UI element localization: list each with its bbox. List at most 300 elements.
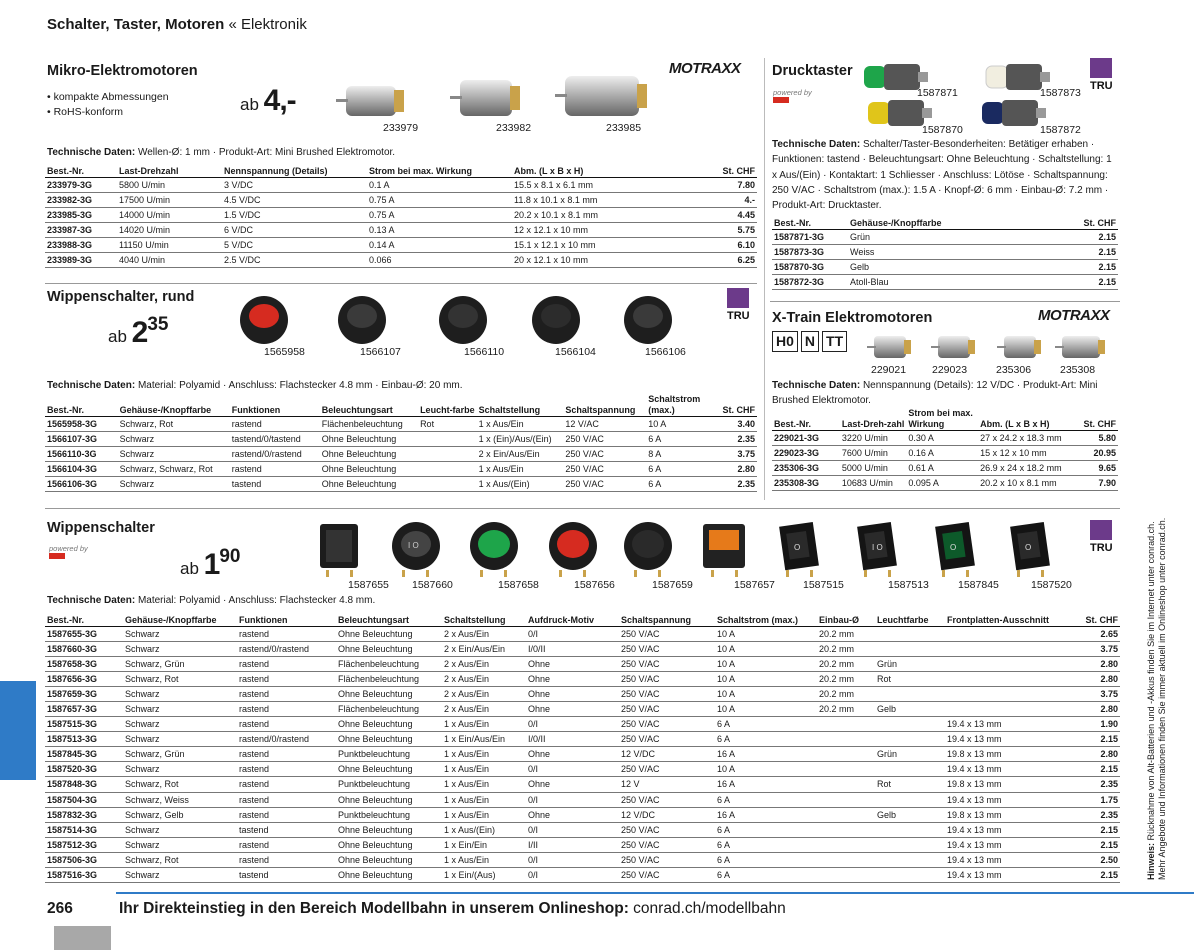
table-row xyxy=(45,432,757,447)
table-row xyxy=(45,447,757,462)
table-cell: 229021-3G xyxy=(772,431,840,446)
table-cell: 14000 U/min xyxy=(117,207,222,222)
table-cell: 6 A xyxy=(646,432,714,447)
table-cell: 5.75 xyxy=(712,222,757,237)
side-note-line1 xyxy=(1146,518,1157,880)
column-header: Last-Dreh-zahl xyxy=(840,408,907,431)
price-prefix: ab xyxy=(240,95,259,114)
table-row xyxy=(45,477,757,492)
table-cell: 2 x Ein/Aus/Ein xyxy=(442,641,526,656)
price-value: 2 xyxy=(131,316,148,349)
tech-label: Technische Daten: xyxy=(772,380,861,391)
table-cell: Schwarz, Rot xyxy=(123,671,237,686)
price-prefix: ab xyxy=(180,559,199,578)
table-cell xyxy=(875,641,945,656)
table-cell: 1566107-3G xyxy=(45,432,118,447)
wipp-img-label: 1587655 xyxy=(348,579,389,591)
footer-link[interactable]: conrad.ch/modellbahn xyxy=(633,900,786,917)
wipp-img-label: 1587659 xyxy=(652,579,693,591)
tech-label: Technische Daten: xyxy=(47,595,136,606)
table-cell: 20.2 mm xyxy=(817,626,875,641)
side-note-line2: Mehr Angebote und Informationen finden Sie immer aktuell im Onlineshop unter conrad.ch. xyxy=(1157,517,1167,880)
table-cell: 1587873-3G xyxy=(772,244,848,259)
table-cell: 12 V/AC xyxy=(563,417,646,432)
table-cell: Schwarz, Gelb xyxy=(123,807,237,822)
table-row xyxy=(45,732,1120,747)
table-cell: 250 V/AC xyxy=(563,477,646,492)
bullet-text: kompakte Abmessungen xyxy=(53,91,169,103)
svg-text:TRU: TRU xyxy=(1090,80,1113,92)
wipprund-img-label-3: 1566110 xyxy=(464,346,505,358)
table-cell: 0.066 xyxy=(367,252,512,267)
table-cell: 1566110-3G xyxy=(45,447,118,462)
table-cell xyxy=(817,822,875,837)
xtrain-img-label-2: 229023 xyxy=(932,364,968,376)
table-row xyxy=(45,671,1120,686)
table-cell: 250 V/AC xyxy=(619,837,715,852)
table-cell: 2.50 xyxy=(1073,852,1120,867)
table-cell: Schwarz xyxy=(123,641,237,656)
table-cell: 6 V/DC xyxy=(222,222,367,237)
table-cell: 1.75 xyxy=(1073,792,1120,807)
table-cell: 1587871-3G xyxy=(772,229,848,244)
table-cell: 2.15 xyxy=(1073,837,1120,852)
table-cell: 2.80 xyxy=(1073,671,1120,686)
table-row xyxy=(45,192,757,207)
price-prefix: ab xyxy=(108,327,127,346)
table-cell xyxy=(875,762,945,777)
table-cell: 17500 U/min xyxy=(117,192,222,207)
table-row xyxy=(45,717,1120,732)
price-cents: 90 xyxy=(219,546,241,567)
table-cell: 250 V/AC xyxy=(619,792,715,807)
column-header: Aufdruck-Motiv xyxy=(526,610,619,626)
wipprund-img-label-5: 1566106 xyxy=(645,346,686,358)
column-header: Best.-Nr. xyxy=(772,213,848,229)
page-number: 266 xyxy=(47,900,73,917)
table-cell xyxy=(817,792,875,807)
table-cell: rastend/0/rastend xyxy=(237,641,336,656)
table-cell: 16 A xyxy=(715,747,817,762)
scale-chip-n: N xyxy=(801,331,819,352)
table-cell: 20.2 mm xyxy=(817,671,875,686)
wipp-price xyxy=(180,548,240,582)
table-cell: 1 x Ein/(Aus) xyxy=(442,868,526,883)
table-cell: 1 x Aus/(Ein) xyxy=(477,477,564,492)
table-cell: Atoll-Blau xyxy=(848,274,1073,289)
price-value: 1 xyxy=(203,548,220,581)
table-cell: 19.8 x 13 mm xyxy=(945,807,1073,822)
table-cell: Schwarz xyxy=(123,868,237,883)
table-cell: 2 x Aus/Ein xyxy=(442,671,526,686)
rocker-switch-icon xyxy=(772,518,828,578)
table-cell: rastend xyxy=(237,777,336,792)
column-header: Schaltspannung xyxy=(619,610,715,626)
xtrain-table xyxy=(772,408,1118,491)
table-cell: 20.2 mm xyxy=(817,686,875,701)
tech-text: Schalter/Taster-Besonderheiten: Betätiger erhaben · Funktionen: tastend · Beleuchtungsart: Ohne Beleuchtung · Schaltstellung: 1 x Aus/(Ein) · Kontaktart: 1 Schliesser · Anschluss: Lötöse · Schaltspannung: 250 V/AC · Schaltstrom (max.): 1.5 A · Knopf-Ø: 6 mm · Einbau-Ø: 7.2 mm · Produkt-Art: Drucktaster. xyxy=(772,139,1112,212)
table-cell xyxy=(945,641,1073,656)
table-cell: Grün xyxy=(875,747,945,762)
table-cell: 20.2 mm xyxy=(817,656,875,671)
table-cell: 12 V xyxy=(619,777,715,792)
table-cell: 1587832-3G xyxy=(45,807,123,822)
page-header-title: Schalter, Taster, Motoren xyxy=(47,16,225,33)
table-cell: 11.8 x 10.1 x 8.1 mm xyxy=(512,192,712,207)
table-cell: 12 x 12.1 x 10 mm xyxy=(512,222,712,237)
table-cell: 6 A xyxy=(715,852,817,867)
table-cell: Ohne Beleuchtung xyxy=(336,762,442,777)
xtrain-img-label-1: 229021 xyxy=(871,364,907,376)
wipp-img-label: 1587513 xyxy=(888,579,929,591)
column-header: Schaltstellung xyxy=(477,394,564,417)
table-cell: Rot xyxy=(875,777,945,792)
table-row xyxy=(45,792,1120,807)
table-cell: Schwarz xyxy=(123,822,237,837)
table-cell: 250 V/AC xyxy=(619,641,715,656)
column-header: Gehäuse-/Knopffarbe xyxy=(848,213,1073,229)
page-header-sub: Elektronik xyxy=(240,16,307,33)
table-row xyxy=(45,656,1120,671)
table-cell: 4040 U/min xyxy=(117,252,222,267)
mikro-img-label-3: 233985 xyxy=(606,122,642,134)
table-cell xyxy=(945,671,1073,686)
table-cell: 2.15 xyxy=(1073,229,1118,244)
table-cell: 19.8 x 13 mm xyxy=(945,777,1073,792)
rocker-switch-icon xyxy=(928,518,984,578)
table-cell: 2.15 xyxy=(1073,868,1120,883)
column-header: Einbau-Ø xyxy=(817,610,875,626)
table-cell xyxy=(418,432,477,447)
table-cell: 10 A xyxy=(646,417,714,432)
table-cell xyxy=(875,686,945,701)
table-cell: 2.80 xyxy=(1073,656,1120,671)
table-cell: Schwarz xyxy=(123,762,237,777)
table-cell xyxy=(875,837,945,852)
column-header: Funktionen xyxy=(230,394,320,417)
table-cell: 1587870-3G xyxy=(772,259,848,274)
table-cell xyxy=(817,837,875,852)
table-cell: 1587520-3G xyxy=(45,762,123,777)
table-cell: 235306-3G xyxy=(772,461,840,476)
table-cell: 1 x Ein/Ein xyxy=(442,837,526,852)
column-header: Last-Drehzahl xyxy=(117,161,222,177)
table-cell: 19.8 x 13 mm xyxy=(945,747,1073,762)
table-cell: Ohne Beleuchtung xyxy=(336,626,442,641)
rocker-switch-icon xyxy=(312,518,368,578)
table-cell: tastend xyxy=(237,868,336,883)
table-row xyxy=(45,777,1120,792)
rocker-switch-icon xyxy=(850,518,906,578)
table-cell: 5 V/DC xyxy=(222,237,367,252)
table-cell: 4.5 V/DC xyxy=(222,192,367,207)
tech-text: Wellen-Ø: 1 mm · Produkt-Art: Mini Brushed Elektromotor. xyxy=(135,147,396,158)
table-cell: rastend xyxy=(237,807,336,822)
column-header: Schaltstrom (max.) xyxy=(715,610,817,626)
svg-text:O: O xyxy=(950,543,957,552)
bullet-text: RoHS-konform xyxy=(53,106,124,118)
table-row xyxy=(45,822,1120,837)
table-cell: 26.9 x 24 x 18.2 mm xyxy=(978,461,1078,476)
mikro-price xyxy=(240,84,296,118)
table-cell: 19.4 x 13 mm xyxy=(945,762,1073,777)
mikro-tech xyxy=(47,145,395,160)
table-cell: 0.16 A xyxy=(906,446,978,461)
column-header: St. CHF xyxy=(1073,213,1118,229)
table-header-row xyxy=(45,161,757,177)
table-cell: Schwarz, Weiss xyxy=(123,792,237,807)
table-row xyxy=(45,222,757,237)
table-cell: Schwarz xyxy=(123,837,237,852)
wipprund-title: Wippenschalter, rund xyxy=(47,289,195,305)
table-cell: 16 A xyxy=(715,807,817,822)
wipp-img-label: 1587515 xyxy=(803,579,844,591)
wipprund-table xyxy=(45,394,757,492)
column-header: Funktionen xyxy=(237,610,336,626)
table-row xyxy=(45,252,757,267)
table-cell: 2.65 xyxy=(1073,626,1120,641)
table-cell xyxy=(945,626,1073,641)
table-cell: 3.75 xyxy=(715,447,757,462)
table-cell: 233985-3G xyxy=(45,207,117,222)
table-row xyxy=(45,701,1120,716)
table-cell: 235308-3G xyxy=(772,476,840,491)
column-header: Abm. (L x B x H) xyxy=(978,408,1078,431)
table-cell: 1 x Aus/Ein xyxy=(442,852,526,867)
table-cell: 250 V/AC xyxy=(619,868,715,883)
table-cell: Schwarz xyxy=(123,732,237,747)
table-cell: 20.95 xyxy=(1078,446,1118,461)
table-cell: rastend xyxy=(237,717,336,732)
table-cell: 250 V/AC xyxy=(619,732,715,747)
column-header: St. CHF xyxy=(1078,408,1118,431)
table-cell: 15.5 x 8.1 x 6.1 mm xyxy=(512,177,712,192)
table-cell: 2.15 xyxy=(1073,732,1120,747)
table-cell: 1587514-3G xyxy=(45,822,123,837)
table-cell: 1 x Aus/Ein xyxy=(442,792,526,807)
table-cell: Ohne xyxy=(526,671,619,686)
dc-motor-icon xyxy=(930,330,980,364)
table-cell: Grün xyxy=(848,229,1073,244)
table-cell: 16 A xyxy=(715,777,817,792)
table-row xyxy=(772,476,1118,491)
table-row xyxy=(45,747,1120,762)
table-cell: 233988-3G xyxy=(45,237,117,252)
rocker-switch-icon xyxy=(620,518,676,578)
druck-img-label-4: 1587872 xyxy=(1040,124,1081,136)
table-cell: Schwarz xyxy=(123,686,237,701)
table-cell: 1 x Aus/Ein xyxy=(442,762,526,777)
table-cell: 6 A xyxy=(715,717,817,732)
rocker-switch-icon xyxy=(530,294,584,348)
tech-text: Material: Polyamid · Anschluss: Flachstecker 4.8 mm. xyxy=(135,595,376,606)
table-cell xyxy=(418,477,477,492)
table-cell: 10 A xyxy=(715,656,817,671)
table-cell: 250 V/AC xyxy=(619,852,715,867)
column-header: Leuchtfarbe xyxy=(875,610,945,626)
powered-by-text: powered by xyxy=(773,88,812,97)
table-cell: 7.80 xyxy=(712,177,757,192)
table-cell: 5000 U/min xyxy=(840,461,907,476)
xtrain-img-label-3: 235306 xyxy=(996,364,1032,376)
table-cell: 0.75 A xyxy=(367,207,512,222)
table-cell: Ohne Beleuchtung xyxy=(320,477,418,492)
wipp-title: Wippenschalter xyxy=(47,520,155,536)
tech-text: Material: Polyamid · Anschluss: Flachstecker 4.8 mm · Einbau-Ø: 20 mm. xyxy=(135,380,463,391)
table-cell xyxy=(875,868,945,883)
table-row xyxy=(772,259,1118,274)
footer-box xyxy=(54,926,111,950)
table-cell: 2 x Aus/Ein xyxy=(442,656,526,671)
table-cell: 250 V/AC xyxy=(563,432,646,447)
table-cell: 12 V/DC xyxy=(619,747,715,762)
section-divider xyxy=(770,301,1120,302)
table-cell: 1 x Aus/Ein xyxy=(442,807,526,822)
table-cell: 1587513-3G xyxy=(45,732,123,747)
table-cell: 1587657-3G xyxy=(45,701,123,716)
table-cell: 2.35 xyxy=(715,477,757,492)
column-header: Beleuchtungsart xyxy=(336,610,442,626)
table-cell: 2.35 xyxy=(1073,777,1120,792)
table-cell xyxy=(817,852,875,867)
table-cell: 1.90 xyxy=(1073,717,1120,732)
table-cell: 10683 U/min xyxy=(840,476,907,491)
table-cell: 20.2 x 10 x 8.1 mm xyxy=(978,476,1078,491)
table-cell: rastend/0/rastend xyxy=(230,447,320,462)
table-row xyxy=(772,274,1118,289)
table-cell: 19.4 x 13 mm xyxy=(945,717,1073,732)
table-cell: Rot xyxy=(418,417,477,432)
table-cell: 11150 U/min xyxy=(117,237,222,252)
table-cell: Punktbeleuchtung xyxy=(336,747,442,762)
table-cell: rastend xyxy=(230,417,320,432)
table-cell: 233982-3G xyxy=(45,192,117,207)
table-cell: Flächenbeleuchtung xyxy=(336,671,442,686)
svg-text:TRU: TRU xyxy=(727,310,750,322)
column-header: Best.-Nr. xyxy=(772,408,840,431)
column-header: St. CHF xyxy=(712,161,757,177)
table-cell: 0/I xyxy=(526,868,619,883)
table-cell: 1 x Aus/Ein xyxy=(442,717,526,732)
table-cell xyxy=(817,732,875,747)
wipprund-img-label-2: 1566107 xyxy=(360,346,401,358)
wipp-tech xyxy=(47,593,375,608)
mikro-table xyxy=(45,161,757,268)
svg-text:TRU: TRU xyxy=(1090,542,1113,554)
tech-text: Nennspannung (Details): 12 V/DC · Produkt-Art: Mini Brushed Elektromotor. xyxy=(772,380,1098,407)
table-cell: Ohne xyxy=(526,686,619,701)
table-cell xyxy=(817,777,875,792)
table-cell: 8 A xyxy=(646,447,714,462)
table-cell: Gelb xyxy=(848,259,1073,274)
table-cell: 10 A xyxy=(715,762,817,777)
table-cell: 6 A xyxy=(715,732,817,747)
table-cell xyxy=(875,792,945,807)
wipp-img-label: 1587845 xyxy=(958,579,999,591)
wipprund-tech xyxy=(47,378,463,393)
motraxx-logo-text: MOTRAXX xyxy=(1038,307,1110,324)
table-cell: Grün xyxy=(875,656,945,671)
table-cell: 19.4 x 13 mm xyxy=(945,732,1073,747)
table-cell: 1566106-3G xyxy=(45,477,118,492)
column-header: Strom bei max. Wirkung xyxy=(906,408,978,431)
table-cell: Schwarz, Rot xyxy=(123,852,237,867)
wipp-img-label: 1587660 xyxy=(412,579,453,591)
table-cell: 19.4 x 13 mm xyxy=(945,868,1073,883)
dc-motor-icon xyxy=(448,74,528,126)
table-cell: Rot xyxy=(875,671,945,686)
chapter-tab xyxy=(0,681,36,780)
table-cell: 6.10 xyxy=(712,237,757,252)
page-header xyxy=(47,16,307,33)
table-cell: 250 V/AC xyxy=(619,686,715,701)
price-value: 4,- xyxy=(263,84,296,117)
table-cell: 1587516-3G xyxy=(45,868,123,883)
price-cents: 35 xyxy=(147,314,169,335)
table-cell: I/0/II xyxy=(526,641,619,656)
table-cell: tastend xyxy=(230,477,320,492)
scale-chip-tt: TT xyxy=(822,331,847,352)
table-cell: 2.15 xyxy=(1073,822,1120,837)
table-cell: Schwarz, Rot xyxy=(118,417,230,432)
dc-motor-icon xyxy=(332,78,412,128)
table-cell: rastend xyxy=(237,852,336,867)
table-cell: 229023-3G xyxy=(772,446,840,461)
column-header: Beleuchtungsart xyxy=(320,394,418,417)
tech-label: Technische Daten: xyxy=(47,147,136,158)
table-cell: 4.45 xyxy=(712,207,757,222)
table-cell: 6 A xyxy=(646,477,714,492)
table-cell: 2.80 xyxy=(1073,701,1120,716)
table-row xyxy=(772,431,1118,446)
table-cell: 2.80 xyxy=(1073,747,1120,762)
table-cell: 1587872-3G xyxy=(772,274,848,289)
table-row xyxy=(45,686,1120,701)
table-cell xyxy=(418,462,477,477)
dc-motor-icon xyxy=(996,330,1046,364)
table-cell: 19.4 x 13 mm xyxy=(945,837,1073,852)
table-cell: 1587660-3G xyxy=(45,641,123,656)
xtrain-tech xyxy=(772,378,1118,409)
table-cell: Schwarz, Grün xyxy=(123,747,237,762)
table-cell: 2 x Ein/Aus/Ein xyxy=(477,447,564,462)
column-header: St. CHF xyxy=(1073,610,1120,626)
table-cell xyxy=(418,447,477,462)
table-cell xyxy=(817,762,875,777)
table-row xyxy=(45,237,757,252)
table-cell: 1587658-3G xyxy=(45,656,123,671)
table-cell: 14020 U/min xyxy=(117,222,222,237)
table-cell: 1587515-3G xyxy=(45,717,123,732)
table-cell: 250 V/AC xyxy=(619,671,715,686)
mikro-bullets xyxy=(47,90,169,120)
column-header: Gehäuse-/Knopffarbe xyxy=(123,610,237,626)
table-cell: 1.5 V/DC xyxy=(222,207,367,222)
table-cell: 1587506-3G xyxy=(45,852,123,867)
table-cell: rastend xyxy=(237,747,336,762)
powered-by-text: powered by xyxy=(49,544,88,553)
table-cell: 5.80 xyxy=(1078,431,1118,446)
table-cell: 0.13 A xyxy=(367,222,512,237)
table-cell: 6 A xyxy=(715,822,817,837)
table-row xyxy=(45,807,1120,822)
rocker-switch-icon xyxy=(238,294,292,348)
mikro-title: Mikro-Elektromotoren xyxy=(47,63,198,79)
table-cell: Ohne xyxy=(526,656,619,671)
table-cell: 250 V/AC xyxy=(619,626,715,641)
rocker-switch-icon xyxy=(545,518,601,578)
column-header: Nennspannung (Details) xyxy=(222,161,367,177)
